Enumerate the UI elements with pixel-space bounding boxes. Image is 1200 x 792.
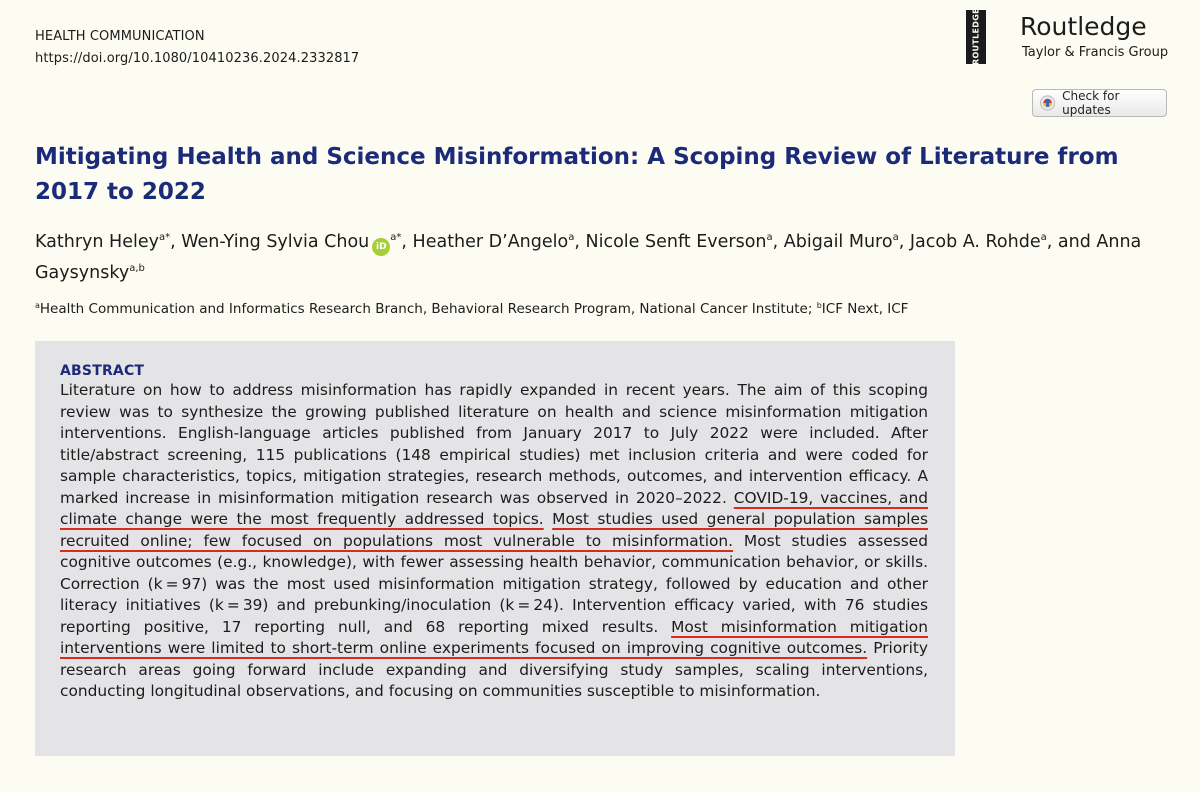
author-name[interactable]: Jacob A. Rohde [909, 232, 1041, 252]
check-updates-icon [1040, 95, 1055, 111]
author-name[interactable]: Kathryn Heley [35, 232, 159, 252]
publisher-logo [966, 10, 1171, 70]
article-title: Mitigating Health and Science Misinformation: A Scoping Review of Literature from 2017 to 2022 [35, 144, 1119, 205]
abstract-segment: Most studies assessed cognitive outcomes (e.g., knowledge), with fewer assessing health behavior, communication behavior, or skills. Correction (k = 97) was the most used misinformation mitigation strategy, followed by education and other literacy initiatives (k = 39) and prebunking/inoculation (k = 24). Intervention efficacy varied, with 76 studies reporting positive, 17 reporting null, and 68 reporting mixed results. [60, 531, 928, 636]
abstract-segment [544, 510, 552, 528]
check-for-updates-button[interactable] [1032, 89, 1167, 117]
abstract-segment: Priority research areas going forward include expanding and diversifying study samples, scaling interventions, conducting longitudinal observations, and focusing on communities susceptible to misinformation. [60, 639, 928, 700]
author-name[interactable]: Nicole Senft Everson [585, 232, 767, 252]
abstract-body [60, 380, 928, 703]
author-name[interactable]: Abigail Muro [783, 232, 893, 252]
abstract-highlight: Most studies used general population samples recruited online; few focused on populations most vulnerable to misinformation. [60, 510, 928, 550]
abstract-highlight: COVID-19, vaccines, and climate change were the most frequently addressed topics. [60, 488, 928, 528]
author-sup: a,b [129, 263, 145, 274]
author-sup: a [1040, 232, 1047, 243]
author-sup: a [568, 232, 575, 243]
publisher-group: Taylor & Francis Group [1022, 45, 1169, 60]
author-sup: a [766, 232, 773, 243]
affiliation-a-sup: a [35, 301, 40, 310]
author-sup: a [892, 232, 899, 243]
affiliations [35, 297, 1185, 321]
check-for-updates-label: Check for updates [1062, 89, 1120, 117]
abstract-segment: Literature on how to address misinformation has rapidly expanded in recent years. The aim of this scoping review was to synthesize the growing published literature on health and science misinformation mitigation interventions. English-language articles published from January 2017 to July 2022 were included. After title/abstract screening, 115 publications (148 empirical studies) met inclusion criteria and were coded for sample characteristics, topics, mitigation strategies, research methods, outcomes, and intervention efficacy. A marked increase in misinformation mitigation research was observed in 2020–2022. [60, 381, 928, 507]
journal-header [35, 26, 359, 70]
publisher-name: Routledge [1020, 12, 1147, 41]
orcid-icon[interactable]: iD [372, 238, 390, 256]
routledge-mark: ROUTLEDGE [966, 10, 986, 64]
affiliation-b-sup: b [816, 301, 822, 310]
author-list: Kathryn Heley$^{a*}$, Wen-Ying Sylvia Chou $iD^{a*}$, Heather D’Angelo$^a$, Nicole Senft Everson$^a$, Abigail Muro$^a$, Jacob A. Rohde$^a$, and Anna Gaysynsky$^{a,b}$ [35, 232, 1142, 283]
doi-link[interactable]: https://doi.org/10.1080/10410236.2024.2332817 [35, 51, 360, 66]
abstract-highlight: Most misinformation mitigation interventions were limited to short-term online experiments focused on improving cognitive outcomes. [60, 617, 928, 657]
author-conjunction: and [1057, 232, 1091, 252]
journal-name: HEALTH COMMUNICATION [35, 29, 205, 44]
author-sup: a* [390, 232, 402, 243]
abstract-box [35, 341, 955, 756]
affiliation-a: Health Communication and Informatics Research Branch, Behavioral Research Program, National Cancer Institute; [39, 301, 817, 317]
author-sup: a* [158, 232, 171, 243]
author-name[interactable]: Heather D’Angelo [412, 232, 569, 252]
affiliation-b: ICF Next, ICF [821, 301, 909, 317]
author-name[interactable]: Anna Gaysynsky [35, 232, 1142, 283]
abstract-heading: ABSTRACT [60, 363, 145, 379]
author-name[interactable]: Wen-Ying Sylvia Chou [181, 232, 370, 252]
